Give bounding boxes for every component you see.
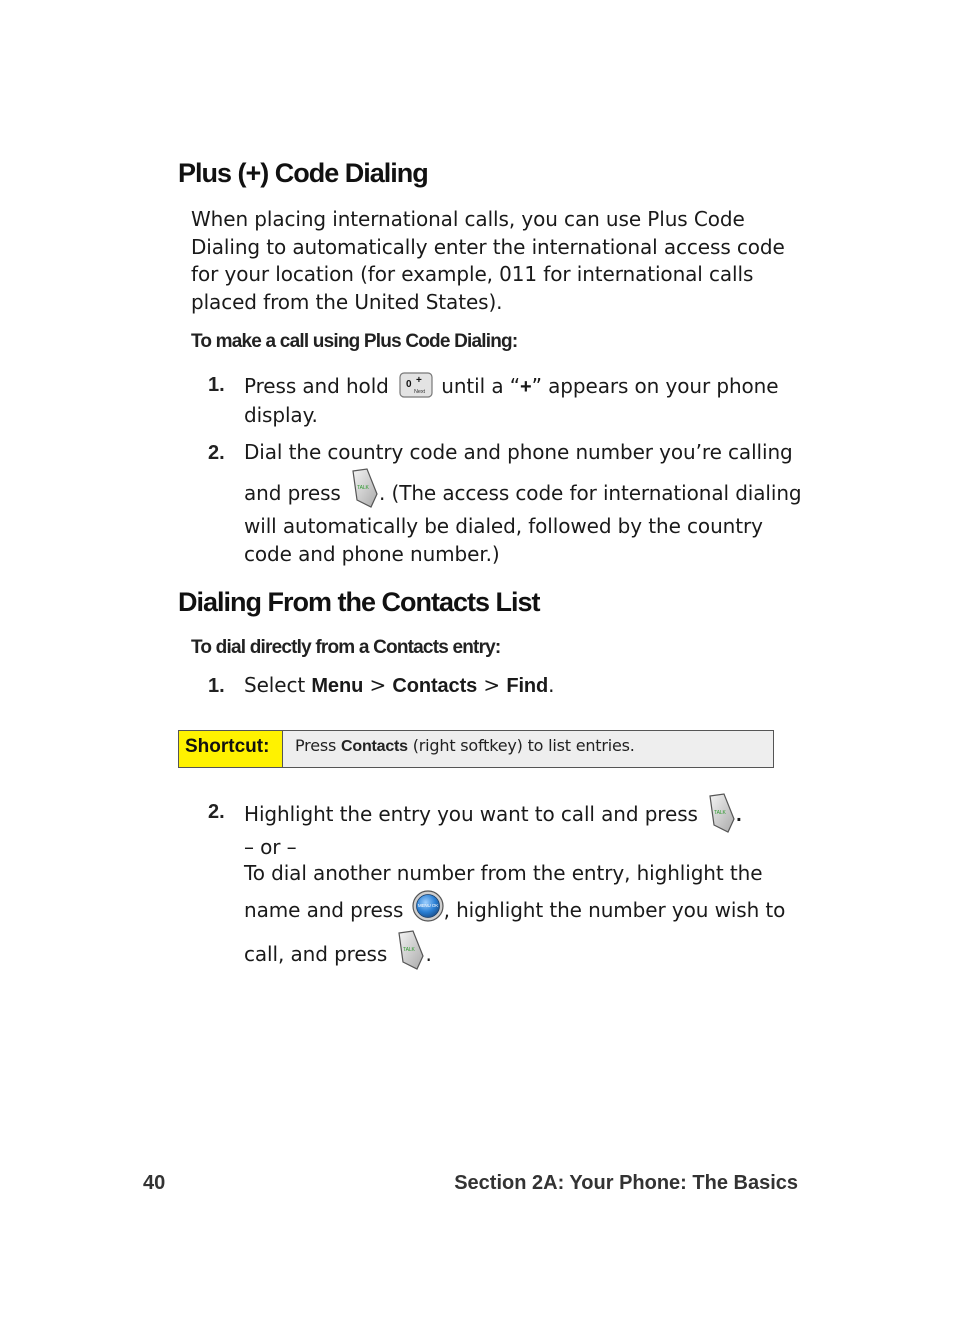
shortcut-box: [178, 730, 774, 768]
zero-key-sub: Next: [414, 389, 425, 395]
page-number: 40: [143, 1172, 166, 1194]
talk-key-icon: [706, 793, 736, 838]
step-text: . (The access code for international dialing: [378, 481, 802, 505]
step-line: will automatically be dialed, followed by the country: [244, 514, 763, 538]
step-text: Select: [244, 673, 306, 697]
subheading-plus-code: To make a call using Plus Code Dialing:: [191, 331, 518, 352]
intro-line: When placing international calls, you can use Plus Code: [191, 207, 745, 231]
section-heading-plus-code: Plus (+) Code Dialing: [178, 158, 428, 188]
intro-paragraph: [191, 206, 785, 316]
step-text: ” appears on your phone: [531, 374, 779, 398]
contacts-label: Contacts: [392, 675, 478, 697]
step-line: display.: [244, 403, 318, 427]
menu-label: Menu: [311, 675, 364, 697]
intro-line: placed from the United States).: [191, 289, 503, 314]
step-text: .: [425, 942, 432, 966]
svg-text:+: +: [416, 375, 422, 386]
step-number: 1.: [208, 374, 225, 396]
step-text: , highlight the number you wish to: [443, 898, 786, 922]
step-number: 2.: [208, 442, 225, 464]
section-title: Section 2A: Your Phone: The Basics: [454, 1172, 798, 1194]
plus-symbol: +: [520, 376, 532, 398]
step-number: 1.: [208, 675, 225, 697]
talk-key-icon: [395, 930, 425, 975]
step-line: code and phone number.): [244, 542, 500, 566]
talk-label: TALK: [714, 810, 726, 816]
step-number: 2.: [208, 801, 225, 823]
step-text: Press and hold: [244, 374, 389, 398]
zero-key-label: 0: [406, 379, 412, 390]
section-heading-contacts: Dialing From the Contacts List: [178, 587, 540, 617]
ok-label: MENU OK: [417, 903, 438, 908]
step-line: [244, 896, 785, 927]
zero-plus-key-icon: [399, 372, 433, 403]
intro-line: Dialing to automatically enter the international access code: [191, 234, 785, 259]
menu-ok-key-icon: [412, 890, 444, 927]
step-line: To dial another number from the entry, highlight the: [244, 861, 763, 885]
shortcut-contacts: Contacts: [341, 738, 408, 755]
step-text: call, and press: [244, 942, 388, 966]
talk-key-icon: [349, 468, 379, 513]
talk-label: TALK: [403, 947, 416, 953]
step-line: Dial the country code and phone number you’re calling: [244, 440, 793, 464]
shortcut-label: Shortcut:: [179, 731, 283, 767]
shortcut-text: Press Contacts (right softkey) to list entries.: [283, 731, 773, 767]
find-label: Find: [506, 675, 549, 697]
step-line: [244, 936, 432, 975]
talk-label: TALK: [356, 485, 369, 491]
step-text: Highlight the entry you want to call and press: [244, 802, 698, 826]
step-text: name and press: [244, 898, 404, 922]
step-text: and press: [244, 481, 341, 505]
step-line: Select Menu > Contacts > Find.: [244, 673, 555, 697]
intro-line: for your location (for example, 011 for international calls: [191, 262, 754, 286]
subheading-contacts: To dial directly from a Contacts entry:: [191, 637, 501, 658]
step-text: until a “: [441, 374, 521, 398]
step-line: [244, 476, 802, 513]
step-line: [244, 372, 778, 403]
step-line: Highlight the entry you want to call and press TALK .: [244, 793, 742, 838]
or-separator: – or –: [244, 835, 297, 859]
